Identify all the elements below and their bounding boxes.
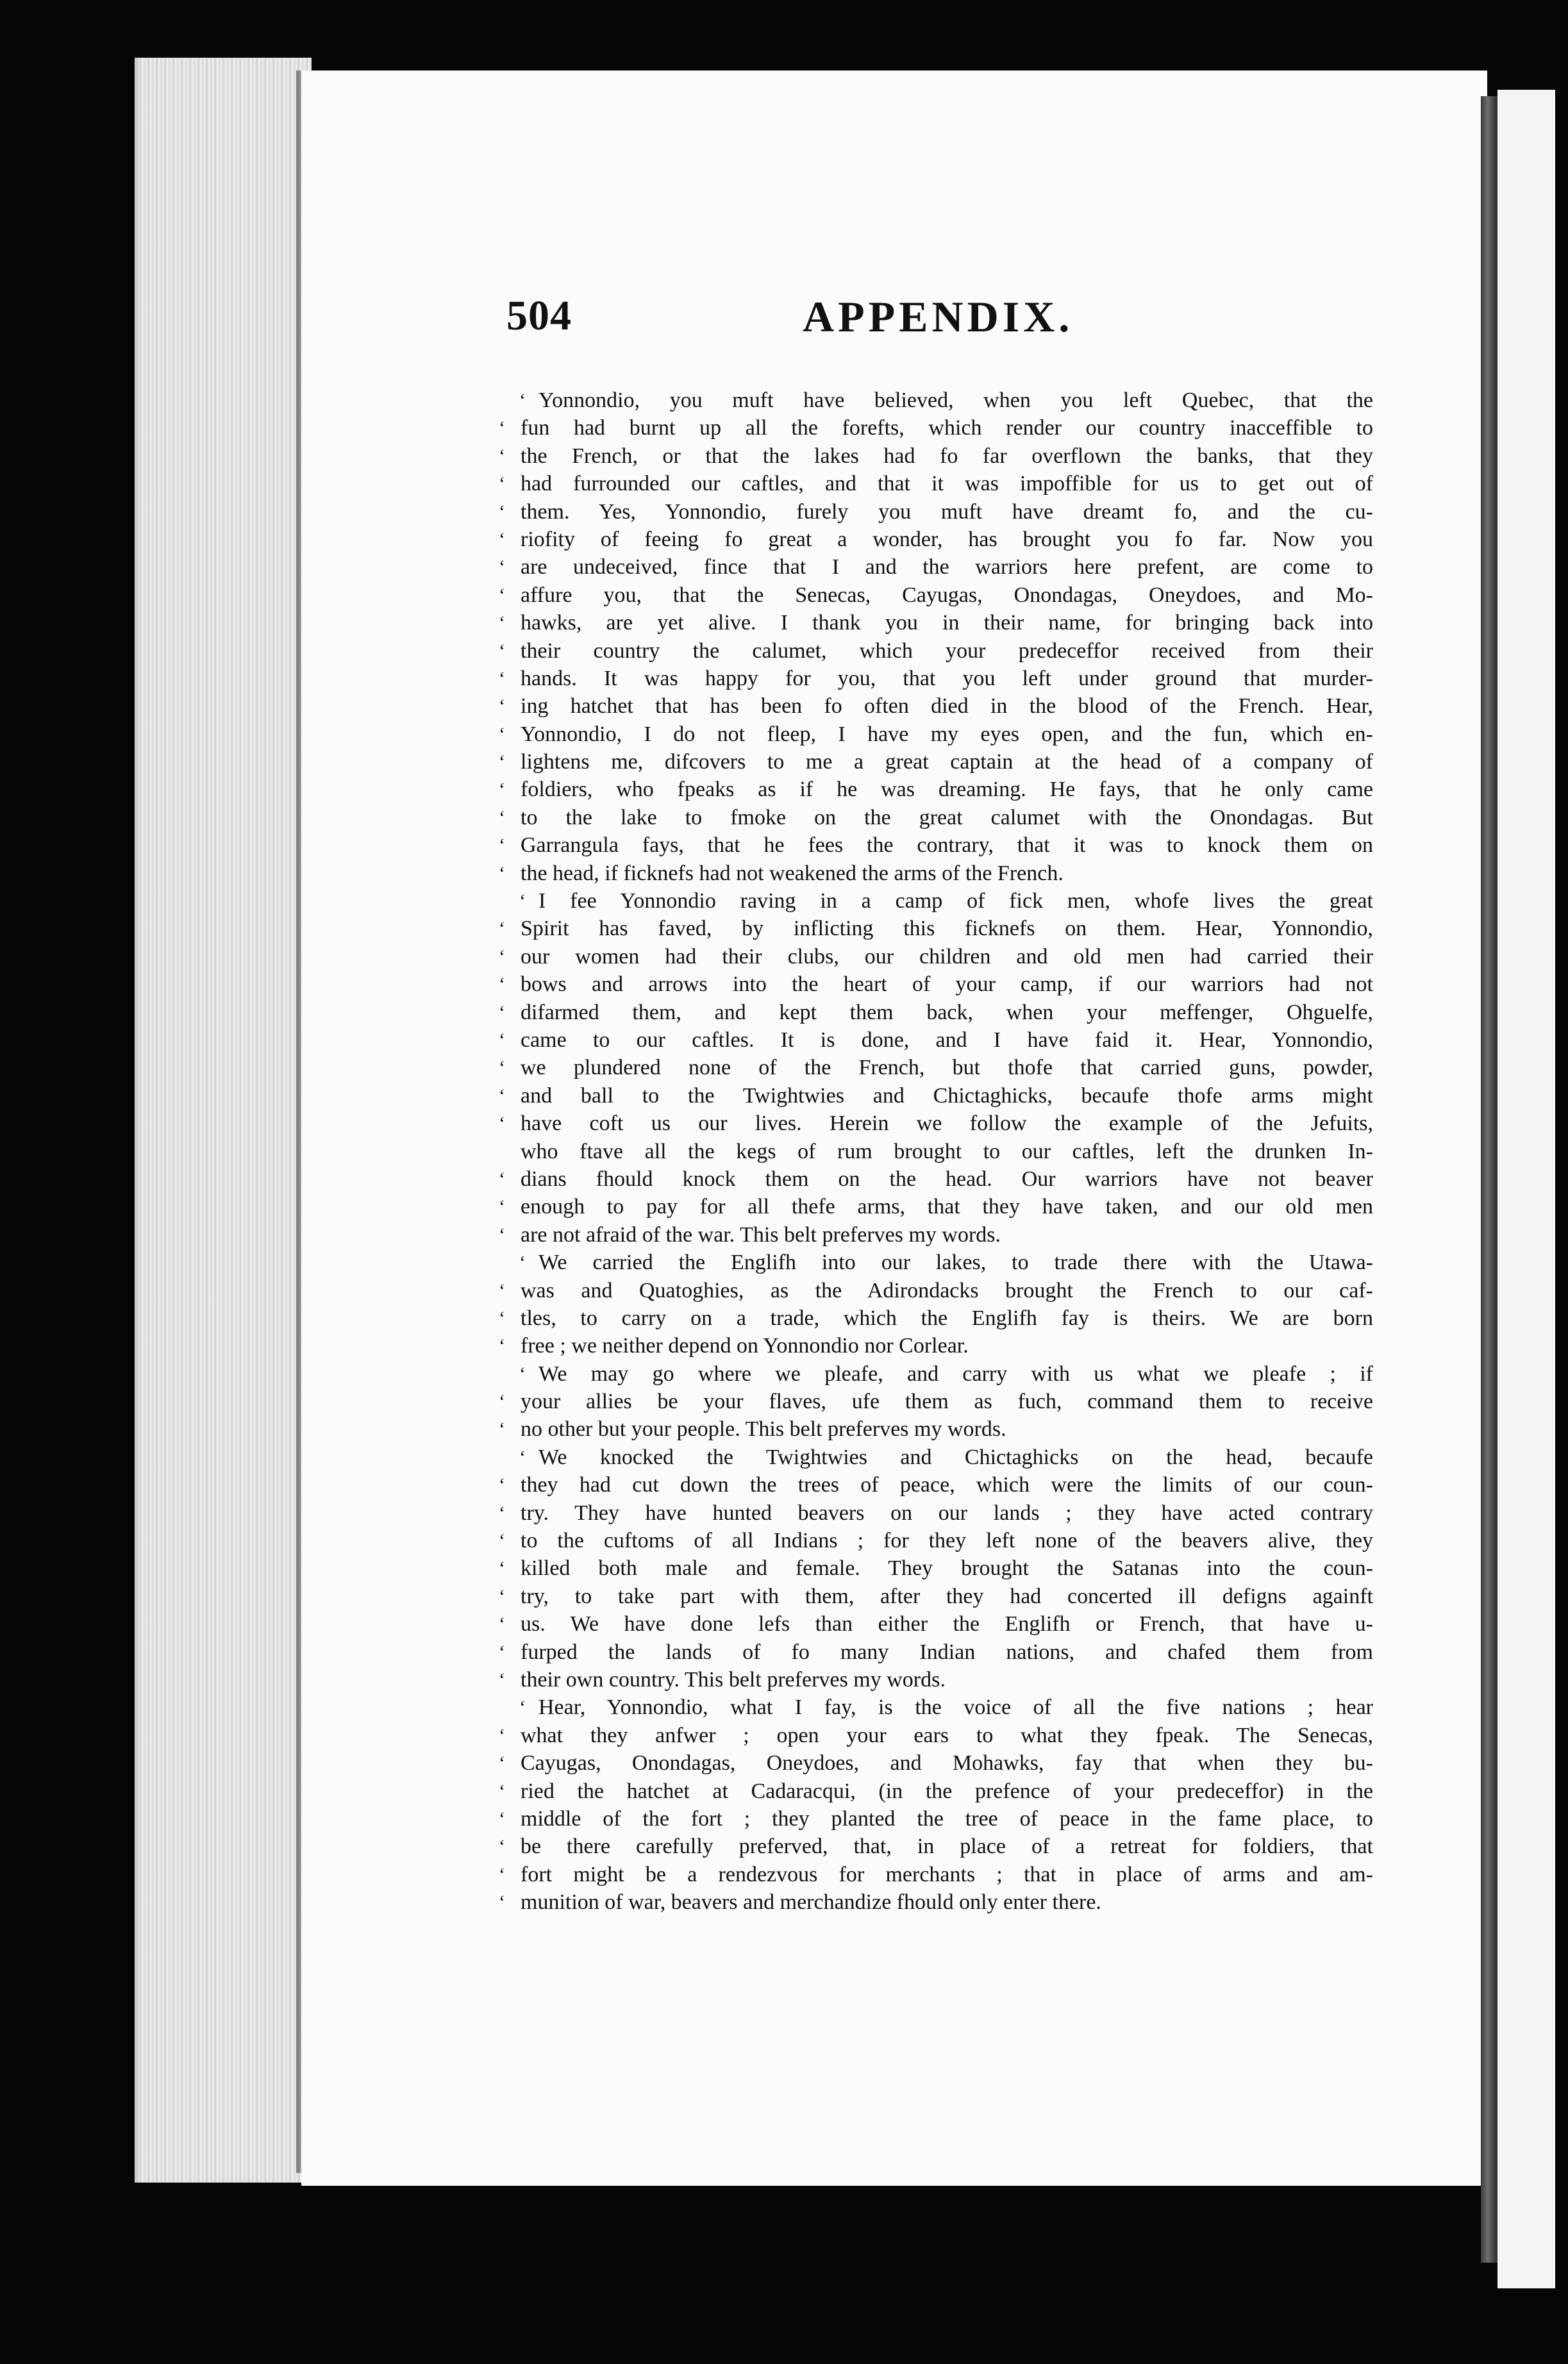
text-line bbox=[501, 1277, 1373, 1304]
line-text: dians fhould knock them on the head. Our warriors have not beaver bbox=[521, 1167, 1373, 1191]
line-text: the head, if ficknefs had not weakened the arms of the French. bbox=[521, 861, 1063, 885]
line-text: no other but your people. This belt preferves my words. bbox=[521, 1417, 1006, 1442]
text-line bbox=[501, 1054, 1373, 1081]
line-text: hands. It was happy for you, that you left under ground that murder- bbox=[521, 666, 1373, 690]
line-text: fun had burnt up all the forefts, which render our country inacceffible to bbox=[521, 416, 1373, 440]
quote-mark: ‘ bbox=[499, 1530, 505, 1552]
line-text: lightens me, difcovers to me a great captain at the head of a company of bbox=[521, 750, 1373, 774]
line-text: the French, or that the lakes had fo far overflown the banks, that they bbox=[521, 444, 1373, 468]
text-line bbox=[501, 720, 1373, 748]
line-text: foldiers, who fpeaks as if he was dreaming. He fays, that he only came bbox=[521, 778, 1373, 802]
line-text: their own country. This belt preferves my words. bbox=[521, 1667, 946, 1692]
quote-mark: ‘ bbox=[519, 390, 526, 411]
text-line bbox=[501, 414, 1373, 442]
text-line bbox=[501, 1165, 1373, 1193]
quote-mark: ‘ bbox=[499, 751, 505, 773]
line-text: furped the lands of fo many Indian nations, and chafed them from bbox=[521, 1640, 1373, 1664]
quote-mark: ‘ bbox=[499, 862, 505, 884]
quote-mark: ‘ bbox=[499, 1307, 505, 1329]
text-line bbox=[501, 1554, 1373, 1582]
quote-mark: ‘ bbox=[499, 1892, 505, 1913]
line-text: munition of war, beavers and merchandize fhould only enter there. bbox=[521, 1890, 1101, 1915]
text-line bbox=[501, 804, 1373, 831]
text-line bbox=[501, 1527, 1373, 1554]
quote-mark: ‘ bbox=[519, 890, 526, 912]
text-line bbox=[501, 1749, 1373, 1777]
line-text: I fee Yonnondio raving in a camp of fick men, whofe lives the great bbox=[538, 889, 1373, 913]
quote-mark: ‘ bbox=[499, 1724, 505, 1746]
line-text: to the lake to fmoke on the great calumet with the Onondagas. But bbox=[521, 805, 1373, 829]
book-page-edges bbox=[135, 58, 312, 2183]
text-line bbox=[501, 1471, 1373, 1499]
line-text: free ; we neither depend on Yonnondio nor Corlear. bbox=[521, 1334, 969, 1358]
line-text: are undeceived, fince that I and the warriors here prefent, are come to bbox=[521, 555, 1373, 579]
quote-mark: ‘ bbox=[519, 1697, 526, 1719]
line-text: We carried the Englifh into our lakes, to trade there with the Utawa- bbox=[538, 1251, 1373, 1275]
quote-mark: ‘ bbox=[499, 695, 505, 717]
text-line bbox=[501, 970, 1373, 998]
quote-mark: ‘ bbox=[499, 1113, 505, 1135]
quote-mark: ‘ bbox=[499, 667, 505, 689]
text-line bbox=[501, 999, 1373, 1026]
quote-mark: ‘ bbox=[499, 1780, 505, 1802]
quote-mark: ‘ bbox=[499, 1029, 505, 1051]
text-line bbox=[501, 526, 1373, 553]
text-line bbox=[501, 1638, 1373, 1666]
quote-mark: ‘ bbox=[499, 945, 505, 967]
quote-mark: ‘ bbox=[499, 612, 505, 634]
quote-mark: ‘ bbox=[499, 501, 505, 522]
text-line bbox=[501, 776, 1373, 803]
text-line bbox=[501, 581, 1373, 609]
quote-mark: ‘ bbox=[499, 1085, 505, 1106]
text-line bbox=[501, 943, 1373, 970]
quote-mark: ‘ bbox=[499, 473, 505, 495]
page-header bbox=[506, 292, 1365, 349]
text-line bbox=[501, 442, 1373, 470]
quote-mark: ‘ bbox=[519, 1446, 526, 1468]
quote-mark: ‘ bbox=[499, 1391, 505, 1413]
quote-mark: ‘ bbox=[499, 974, 505, 995]
line-text: try. They have hunted beavers on our lands ; they have acted contrary bbox=[521, 1501, 1373, 1525]
quote-mark: ‘ bbox=[499, 779, 505, 801]
line-text: they had cut down the trees of peace, which were the limits of our coun- bbox=[521, 1473, 1373, 1497]
text-line bbox=[501, 915, 1373, 942]
line-text: are not afraid of the war. This belt preferves my words. bbox=[521, 1222, 1001, 1247]
quote-mark: ‘ bbox=[499, 556, 505, 578]
line-text: try, to take part with them, after they had concerted ill defigns againft bbox=[521, 1584, 1373, 1608]
text-line bbox=[501, 387, 1373, 414]
quote-mark: ‘ bbox=[499, 1224, 505, 1245]
line-text: who ftave all the kegs of rum brought to our caftles, left the drunken In- bbox=[521, 1139, 1373, 1163]
line-text: tles, to carry on a trade, which the Englifh fay is theirs. We are born bbox=[521, 1306, 1373, 1330]
text-line bbox=[501, 1861, 1373, 1888]
text-line bbox=[501, 1833, 1373, 1860]
quote-mark: ‘ bbox=[499, 1057, 505, 1079]
text-line bbox=[501, 1110, 1373, 1137]
text-line bbox=[501, 1666, 1373, 1694]
text-line bbox=[501, 1249, 1373, 1276]
line-text: to the cuftoms of all Indians ; for they left none of the beavers alive, they bbox=[521, 1529, 1373, 1553]
line-text: killed both male and female. They brought the Satanas into the coun- bbox=[521, 1556, 1373, 1581]
line-text: affure you, that the Senecas, Cayugas, Onondagas, Oneydoes, and Mo- bbox=[521, 583, 1373, 607]
quote-mark: ‘ bbox=[499, 528, 505, 550]
quote-mark: ‘ bbox=[499, 1419, 505, 1440]
line-text: enough to pay for all thefe arms, that they have taken, and our old men bbox=[521, 1195, 1373, 1219]
line-text: ried the hatchet at Cadaracqui, (in the prefence of your predeceffor) in the bbox=[521, 1779, 1373, 1803]
text-line bbox=[501, 1722, 1373, 1749]
book-spine-edge bbox=[1481, 96, 1497, 2263]
line-text: Yonnondio, you muft have believed, when you left Quebec, that the bbox=[538, 388, 1373, 412]
text-line bbox=[501, 498, 1373, 526]
text-line bbox=[501, 860, 1373, 887]
text-line bbox=[501, 1388, 1373, 1415]
quote-mark: ‘ bbox=[499, 723, 505, 745]
quote-mark: ‘ bbox=[499, 584, 505, 606]
quote-mark: ‘ bbox=[499, 445, 505, 467]
quote-mark: ‘ bbox=[499, 806, 505, 828]
text-line bbox=[501, 1221, 1373, 1249]
text-line bbox=[501, 748, 1373, 776]
text-line bbox=[501, 665, 1373, 692]
line-text: bows and arrows into the heart of your camp, if our warriors had not bbox=[521, 972, 1373, 997]
text-line bbox=[501, 1499, 1373, 1527]
line-text: hawks, are yet alive. I thank you in their name, for bringing back into bbox=[521, 611, 1373, 635]
page-number: 504 bbox=[506, 292, 572, 339]
quote-mark: ‘ bbox=[499, 640, 505, 662]
text-line bbox=[501, 1694, 1373, 1721]
line-text: riofity of feeing fo great a wonder, has brought you fo far. Now you bbox=[521, 527, 1373, 551]
text-line bbox=[501, 470, 1373, 497]
line-text: and ball to the Twightwies and Chictaghicks, becaufe thofe arms might bbox=[521, 1083, 1373, 1108]
text-line bbox=[501, 1610, 1373, 1638]
quote-mark: ‘ bbox=[499, 1752, 505, 1774]
text-line bbox=[501, 1415, 1373, 1443]
line-text: came to our caftles. It is done, and I have faid it. Hear, Yonnondio, bbox=[521, 1028, 1373, 1052]
text-line bbox=[501, 1138, 1373, 1165]
text-line bbox=[501, 1777, 1373, 1805]
line-text: middle of the fort ; they planted the tree of peace in the fame place, to bbox=[521, 1806, 1373, 1831]
line-text: have coft us our lives. Herein we follow the example of the Jefuits, bbox=[521, 1111, 1373, 1136]
line-text: Cayugas, Onondagas, Oneydoes, and Mohawks, fay that when they bu- bbox=[521, 1751, 1373, 1776]
text-line bbox=[501, 692, 1373, 720]
line-text: us. We have done lefs than either the Englifh or French, that have u- bbox=[521, 1612, 1373, 1636]
line-text: was and Quatoghies, as the Adirondacks brought the French to our caf- bbox=[521, 1278, 1373, 1303]
text-line bbox=[501, 1583, 1373, 1610]
line-text: we plundered none of the French, but thofe that carried guns, powder, bbox=[521, 1056, 1373, 1080]
text-line bbox=[501, 1332, 1373, 1360]
quote-mark: ‘ bbox=[499, 1641, 505, 1663]
text-line bbox=[501, 831, 1373, 859]
line-text: them. Yes, Yonnondio, furely you muft have dreamt fo, and the cu- bbox=[521, 499, 1373, 524]
body-text bbox=[501, 387, 1373, 1916]
line-text: Yonnondio, I do not fleep, I have my eyes open, and the fun, which en- bbox=[521, 722, 1373, 746]
running-head: APPENDIX. bbox=[803, 292, 1074, 341]
line-text: fort might be a rendezvous for merchants ; that in place of arms and am- bbox=[521, 1862, 1373, 1886]
quote-mark: ‘ bbox=[499, 1168, 505, 1190]
line-text: Spirit has faved, by inflicting this ficknefs on them. Hear, Yonnondio, bbox=[521, 917, 1373, 941]
line-text: our women had their clubs, our children and old men had carried their bbox=[521, 944, 1373, 969]
line-text: Garrangula fays, that he fees the contrary, that it was to knock them on bbox=[521, 833, 1373, 858]
text-line bbox=[501, 1888, 1373, 1916]
text-line bbox=[501, 1026, 1373, 1054]
line-text: We knocked the Twightwies and Chictaghicks on the head, becaufe bbox=[538, 1445, 1373, 1469]
text-line bbox=[501, 553, 1373, 581]
text-line bbox=[501, 1193, 1373, 1220]
quote-mark: ‘ bbox=[499, 1558, 505, 1579]
quote-mark: ‘ bbox=[499, 1001, 505, 1023]
quote-mark: ‘ bbox=[499, 1335, 505, 1357]
quote-mark: ‘ bbox=[499, 1863, 505, 1885]
text-line bbox=[501, 1304, 1373, 1332]
facing-page-strip bbox=[1497, 90, 1555, 2288]
text-line bbox=[501, 1444, 1373, 1471]
line-text: Hear, Yonnondio, what I fay, is the voice of all the five nations ; hear bbox=[538, 1695, 1373, 1720]
quote-mark: ‘ bbox=[499, 1474, 505, 1496]
text-line bbox=[501, 887, 1373, 915]
quote-mark: ‘ bbox=[519, 1363, 526, 1385]
quote-mark: ‘ bbox=[499, 1196, 505, 1218]
text-line bbox=[501, 1082, 1373, 1110]
line-text: be there carefully preferved, that, in place of a retreat for foldiers, that bbox=[521, 1835, 1373, 1859]
text-line bbox=[501, 1360, 1373, 1388]
quote-mark: ‘ bbox=[499, 1669, 505, 1690]
quote-mark: ‘ bbox=[499, 835, 505, 856]
quote-mark: ‘ bbox=[519, 1252, 526, 1274]
line-text: your allies be your flaves, ufe them as fuch, command them to receive bbox=[521, 1390, 1373, 1414]
line-text: what they anfwer ; open your ears to what they fpeak. The Senecas, bbox=[521, 1723, 1373, 1747]
line-text: their country the calumet, which your predeceffor received from their bbox=[521, 638, 1373, 663]
line-text: had furrounded our caftles, and that it was impoffible for us to get out of bbox=[521, 472, 1373, 496]
quote-mark: ‘ bbox=[499, 417, 505, 439]
quote-mark: ‘ bbox=[499, 1808, 505, 1829]
line-text: difarmed them, and kept them back, when your meffenger, Ohguelfe, bbox=[521, 1000, 1373, 1024]
line-text: ing hatchet that has been fo often died in the blood of the French. Hear, bbox=[521, 694, 1373, 719]
text-line bbox=[501, 637, 1373, 665]
quote-mark: ‘ bbox=[499, 1502, 505, 1524]
text-line bbox=[501, 1805, 1373, 1833]
quote-mark: ‘ bbox=[499, 1836, 505, 1858]
line-text: We may go where we pleafe, and carry with us what we pleafe ; if bbox=[538, 1361, 1373, 1386]
text-line bbox=[501, 609, 1373, 637]
quote-mark: ‘ bbox=[499, 1585, 505, 1607]
quote-mark: ‘ bbox=[499, 1613, 505, 1635]
quote-mark: ‘ bbox=[499, 1279, 505, 1301]
quote-mark: ‘ bbox=[499, 918, 505, 940]
